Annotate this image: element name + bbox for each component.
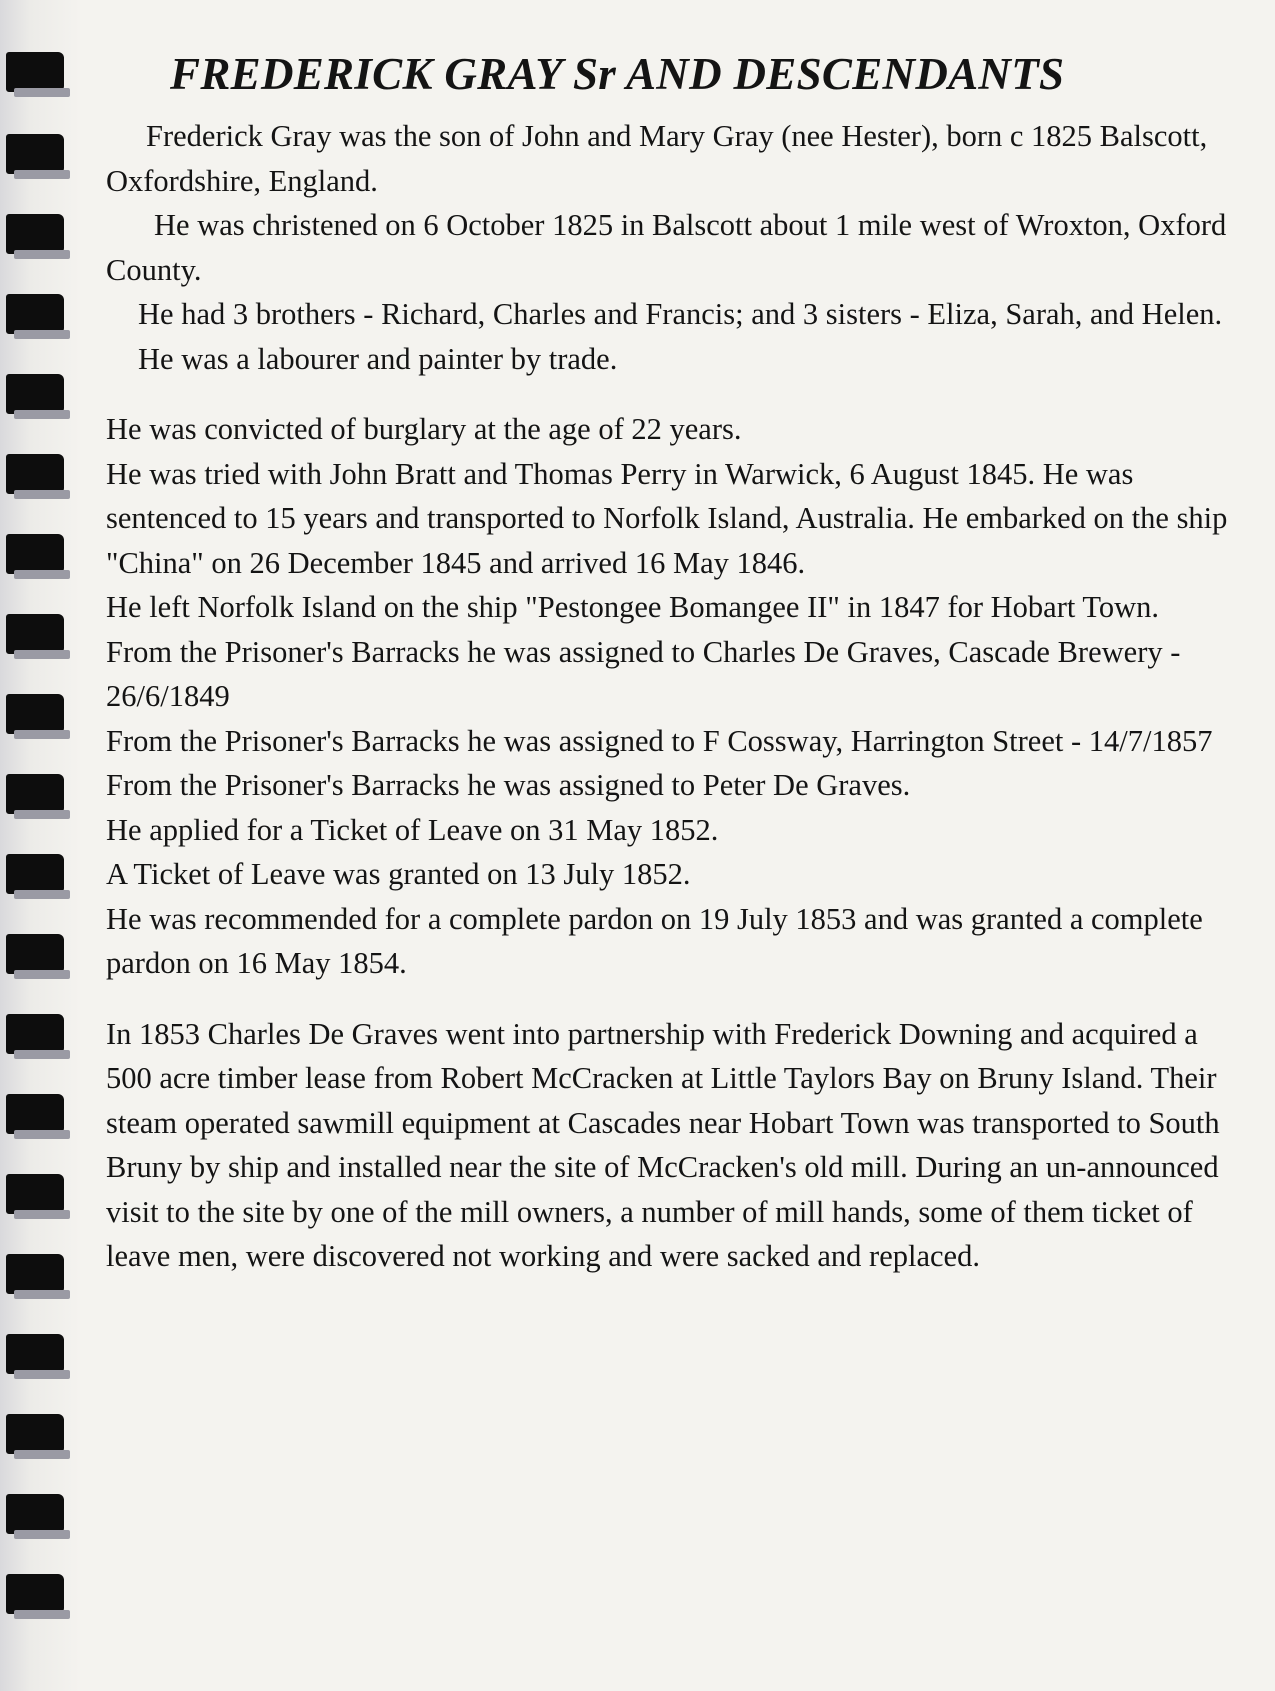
binding-ring-icon [6,614,70,660]
paragraph-ticket-granted: A Ticket of Leave was granted on 13 July 1852. [106,857,691,891]
binding-ring-icon [6,694,70,740]
binding-ring-icon [6,52,70,98]
binding-ring-icon [6,1094,70,1140]
spiral-binding [0,0,80,1691]
paragraph-assignment-3: From the Prisoner's Barracks he was assigned to Peter De Graves. [106,768,911,802]
binding-ring-icon [6,774,70,820]
binding-ring-icon [6,214,70,260]
paragraph-trade: He was a labourer and painter by trade. [138,341,618,376]
binding-ring-icon [6,854,70,900]
binding-ring-icon [6,1254,70,1300]
binding-ring-icon [6,374,70,420]
binding-ring-icon [6,934,70,980]
document-page [106,48,1246,1279]
binding-ring-icon [6,534,70,580]
binding-ring-icon [6,1014,70,1060]
binding-ring-icon [6,454,70,500]
paragraph-christening: He was christened on 6 October 1825 in Balscott about 1 mile west of Wroxton, Oxford County. [106,208,1227,287]
paragraph-assignment-2: From the Prisoner's Barracks he was assigned to F Cossway, Harrington Street - 14/7/1857 [106,723,1213,758]
binding-ring-icon [6,1334,70,1380]
paragraph-pardon: He was recommended for a complete pardon on 19 July 1853 and was granted a complete pardon on 16 May 1854. [106,901,1203,980]
page-title: FREDERICK GRAY Sr AND DESCENDANTS [170,49,1065,99]
binding-ring-icon [6,1494,70,1540]
binding-ring-icon [6,294,70,340]
paragraph-trial: He was tried with John Bratt and Thomas Perry in Warwick, 6 August 1845. He was sentenced to 15 years and transported to Norfolk Island, Australia. He embarked on the ship "China" on 26 December 1845 and arrived 16 May 1846. [106,456,1228,580]
paragraph-norfolk-departure: He left Norfolk Island on the ship "Pestongee Bomangee II" in 1847 for Hobart Town. [106,590,1160,624]
binding-ring-icon [6,1174,70,1220]
paragraph-siblings: He had 3 brothers - Richard, Charles and Francis; and 3 sisters - Eliza, Sarah, and Helen. [138,297,1223,331]
paragraph-ticket-applied: He applied for a Ticket of Leave on 31 May 1852. [106,812,719,847]
binding-ring-icon [6,1574,70,1620]
paragraph-assignment-1: From the Prisoner's Barracks he was assigned to Charles De Graves, Cascade Brewery - 26/6/1849 [106,634,1181,713]
binding-ring-icon [6,1414,70,1460]
binding-ring-icon [6,134,70,180]
paragraph-parentage: Frederick Gray was the son of John and Mary Gray (nee Hester), born c 1825 Balscott, Oxfordshire, England. [106,119,1208,198]
paragraph-sawmill: In 1853 Charles De Graves went into partnership with Frederick Downing and acquired a 500 acre timber lease from Robert McCracken at Little Taylors Bay on Bruny Island. Their steam operated sawmill equipment at Cascades near Hobart Town was transported to South Bruny by ship and installed near the site of McCracken's old mill. During an un-announced visit to the site by one of the mill owners, a number of mill hands, some of them ticket of leave men, were discovered not working and were sacked and replaced. [106,1016,1220,1273]
paragraph-conviction: He was convicted of burglary at the age of 22 years. [106,412,742,446]
